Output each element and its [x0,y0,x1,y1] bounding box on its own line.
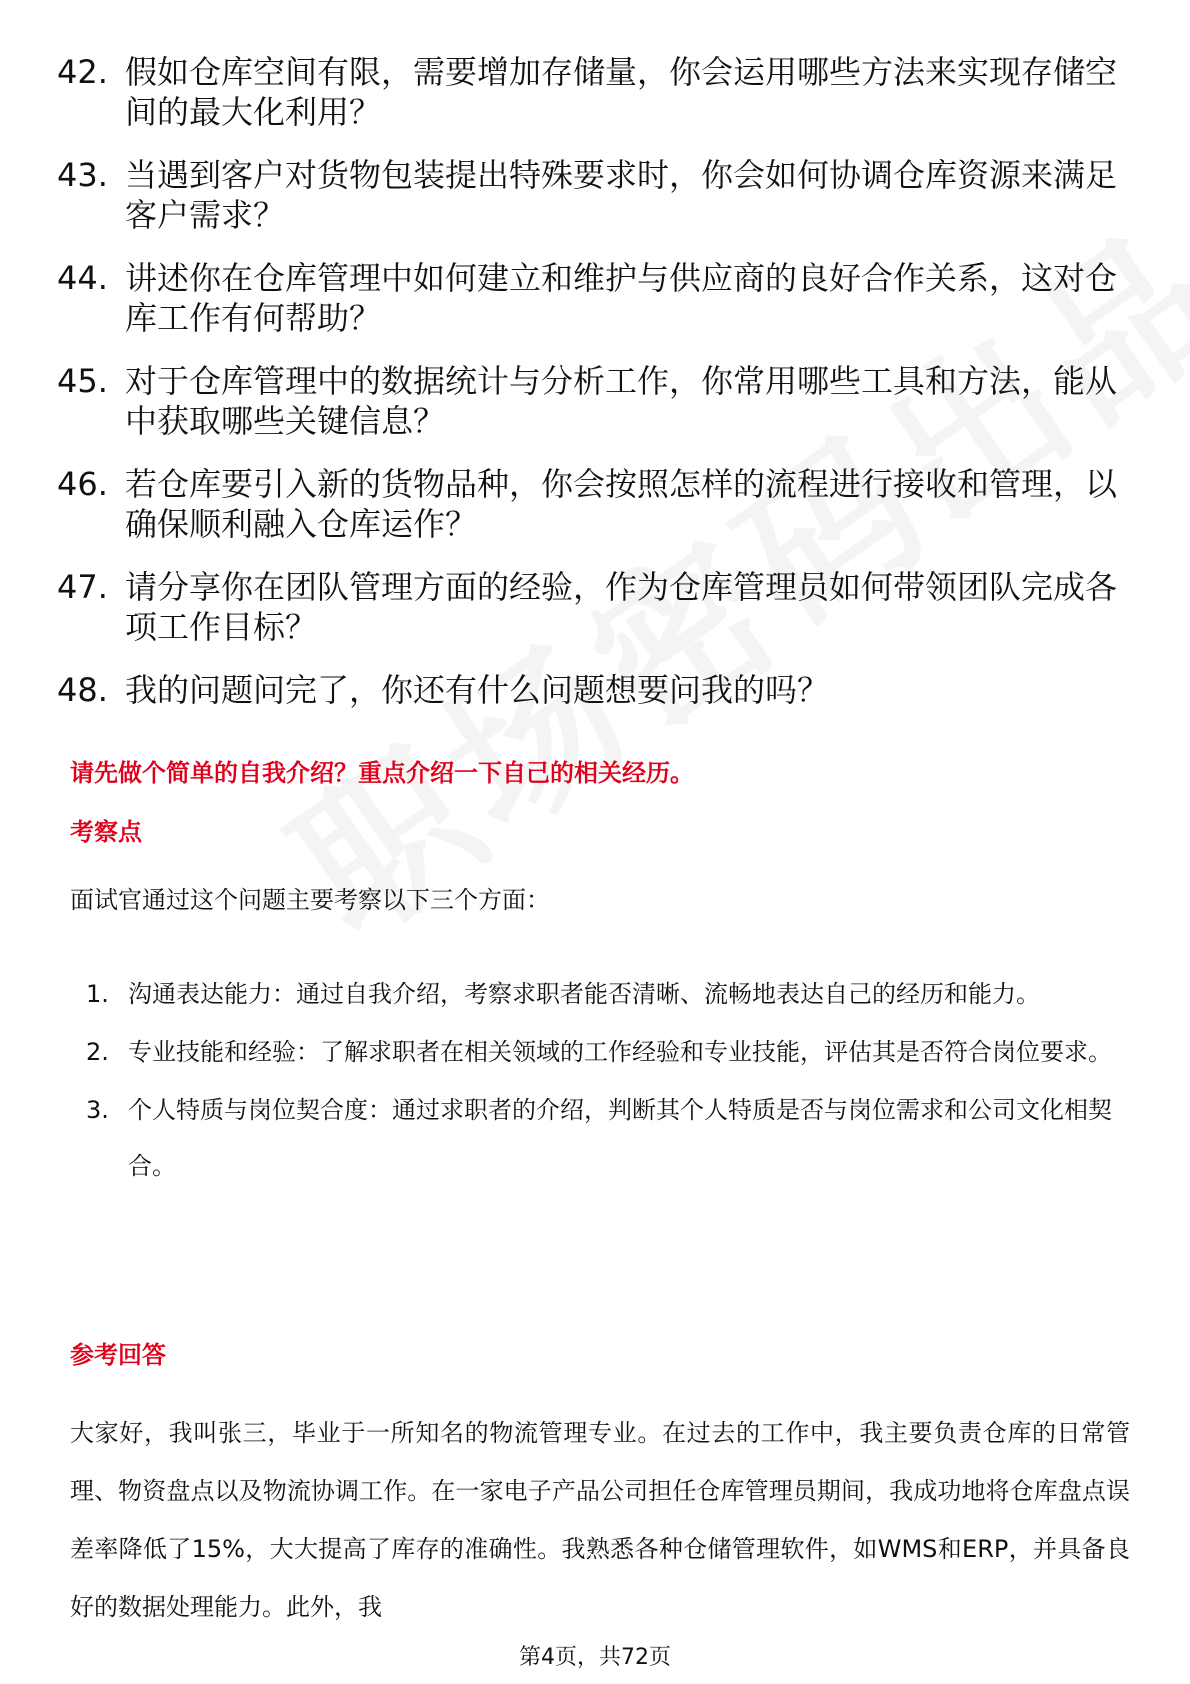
question-item [57,52,1137,132]
question-item [57,670,1137,710]
point-number: 3. [86,1096,109,1124]
assessment-point-list [70,966,1130,1196]
point-number: 1. [86,980,109,1008]
point-text: 专业技能和经验：了解求职者在相关领域的工作经验和专业技能，评估其是否符合岗位要求。 [128,1038,1112,1066]
question-item [57,155,1137,235]
question-text: 若仓库要引入新的货物品种，你会按照怎样的流程进行接收和管理，以确保顺利融入仓库运作？ [125,465,1118,543]
point-number: 2. [86,1038,109,1066]
point-text: 沟通表达能力：通过自我介绍，考察求职者能否清晰、流畅地表达自己的经历和能力。 [128,980,1040,1008]
question-list [57,52,1137,733]
question-text: 讲述你在仓库管理中如何建立和维护与供应商的良好合作关系，这对仓库工作有何帮助？ [125,259,1118,337]
reference-answer-heading: 参考回答 [70,1341,166,1369]
question-item [57,258,1137,338]
point-text: 个人特质与岗位契合度：通过求职者的介绍，判断其个人特质是否与岗位需求和公司文化相契合。 [128,1096,1112,1180]
page-footer: 第4页，共72页 [519,1645,671,1670]
question-number: 45. [57,362,108,400]
question-number: 46. [57,465,108,503]
question-text: 我的问题问完了，你还有什么问题想要问我的吗？ [125,671,830,709]
question-item [57,567,1137,647]
assessment-points-heading: 考察点 [70,818,142,846]
question-text: 假如仓库空间有限，需要增加存储量，你会运用哪些方法来实现存储空间的最大化利用？ [125,53,1118,131]
featured-question-heading: 请先做个简单的自我介绍？重点介绍一下自己的相关经历。 [70,759,694,787]
question-item [57,464,1137,544]
question-text: 当遇到客户对货物包装提出特殊要求时，你会如何协调仓库资源来满足客户需求？ [125,156,1118,234]
assessment-point [70,966,1130,1022]
question-text: 请分享你在团队管理方面的经验，作为仓库管理员如何带领团队完成各项工作目标？ [125,568,1118,646]
question-item [57,361,1137,441]
question-number: 44. [57,259,108,297]
question-text: 对于仓库管理中的数据统计与分析工作，你常用哪些工具和方法，能从中获取哪些关键信息？ [125,362,1118,440]
intro-paragraph: 面试官通过这个问题主要考察以下三个方面： [70,886,550,914]
question-number: 48. [57,671,108,709]
reference-answer-paragraph: 大家好，我叫张三，毕业于一所知名的物流管理专业。在过去的工作中，我主要负责仓库的日常管理、物资盘点以及物流协调工作。在一家电子产品公司担任仓库管理员期间，我成功地将仓库盘点误差率降低了15%，大大提高了库存的准确性。我熟悉各种仓储管理软件，如WMS和ERP，并具备良好的数据处理能力。此外，我 [70,1419,1130,1621]
assessment-point [70,1082,1130,1194]
assessment-point [70,1024,1130,1080]
question-number: 43. [57,156,108,194]
question-number: 47. [57,568,108,606]
question-number: 42. [57,53,108,91]
